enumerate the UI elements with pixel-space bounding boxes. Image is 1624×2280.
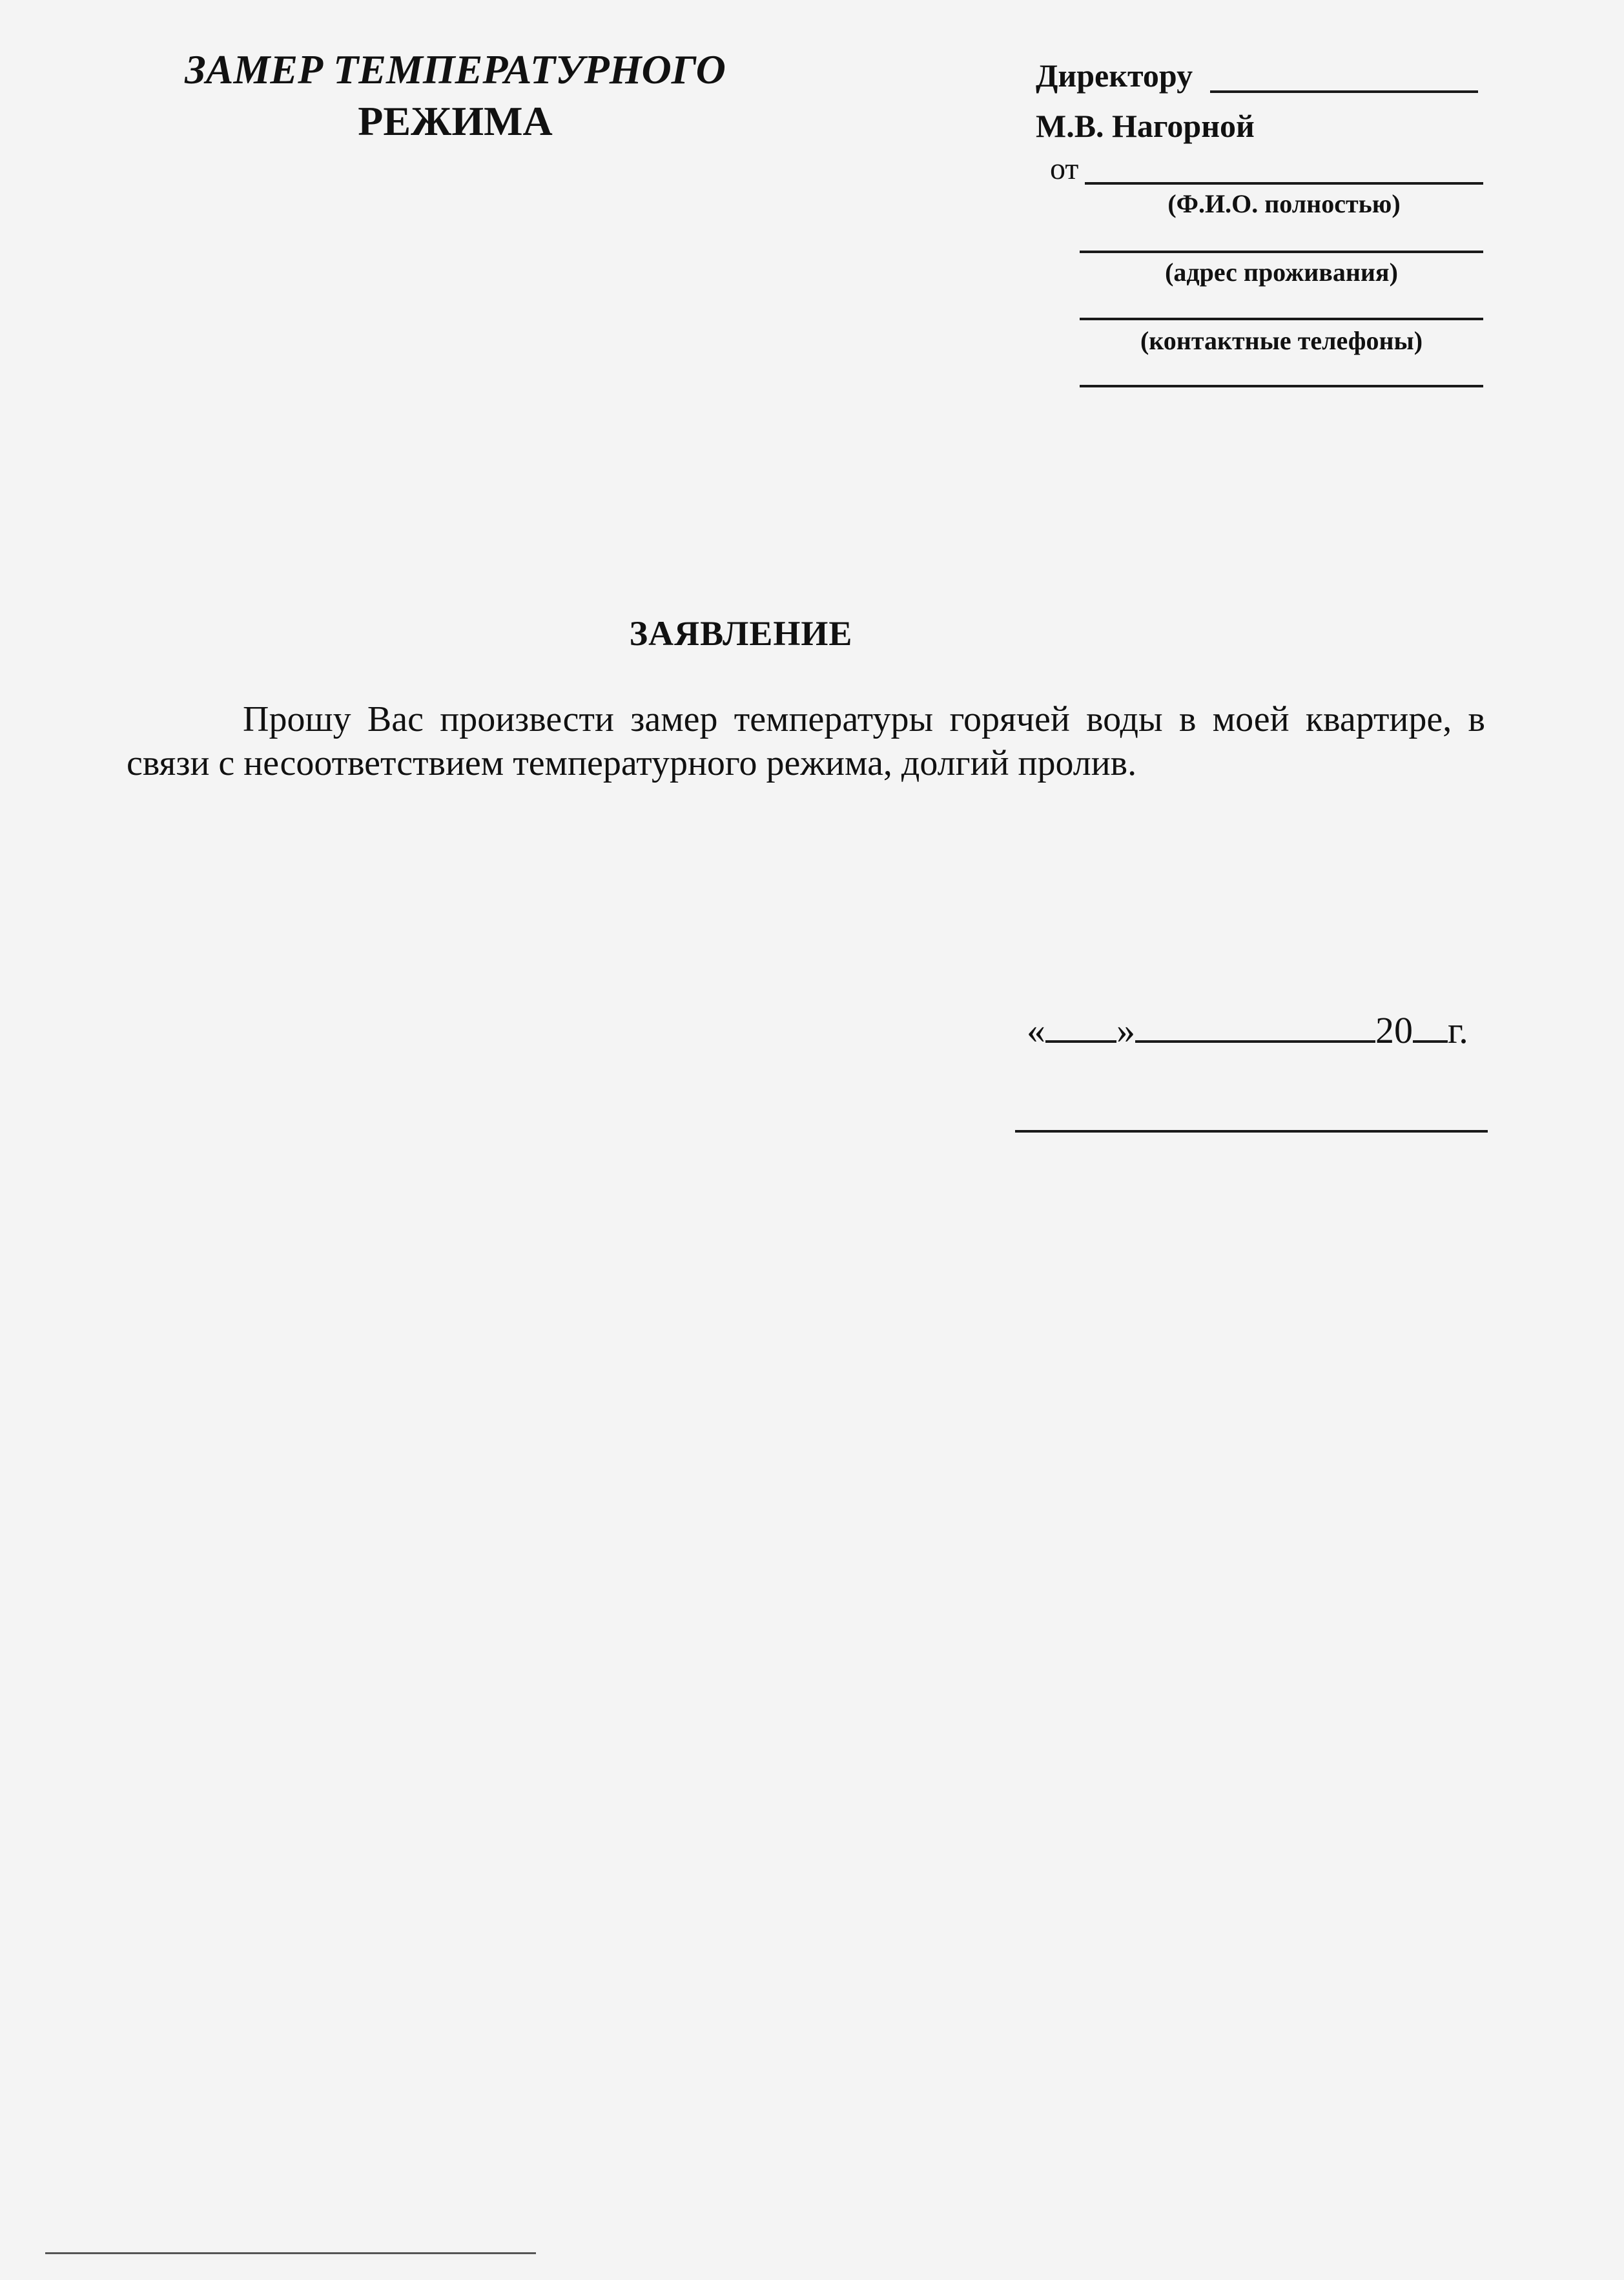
- document-title: ЗАЯВЛЕНИЕ: [629, 614, 853, 653]
- date-line: [1027, 1009, 1468, 1052]
- year-suffix: г.: [1448, 1009, 1468, 1051]
- phones-caption: (контактные телефоны): [1140, 326, 1423, 355]
- document-heading: [103, 44, 807, 147]
- address-field-line[interactable]: [1080, 251, 1483, 253]
- document-body: [127, 697, 1485, 785]
- from-label: от: [1050, 152, 1079, 186]
- day-field[interactable]: [1045, 1011, 1116, 1043]
- year-prefix: 20: [1375, 1009, 1413, 1051]
- month-field[interactable]: [1135, 1011, 1375, 1043]
- year-field[interactable]: [1413, 1011, 1448, 1043]
- date-open-quote: «: [1027, 1009, 1045, 1051]
- phones-field-line[interactable]: [1080, 385, 1483, 387]
- fio-field-line[interactable]: [1085, 182, 1483, 185]
- director-underline: [1210, 90, 1478, 93]
- director-label: Директору: [1036, 57, 1193, 94]
- director-name: М.В. Нагорной: [1036, 108, 1255, 144]
- address-caption: (адрес проживания): [1165, 258, 1398, 287]
- fio-caption: (Ф.И.О. полностью): [1167, 189, 1401, 218]
- signature-line[interactable]: [1015, 1130, 1488, 1133]
- body-text: Прошу Вас произвести замер температуры горячей воды в моей квартире, в связи с несоответствием температурного режима, долгий пролив.: [127, 699, 1485, 783]
- address-field-line-2[interactable]: [1080, 318, 1483, 320]
- heading-line-2: РЕЖИМА: [358, 98, 553, 144]
- date-close-quote: »: [1116, 1009, 1135, 1051]
- bottom-edge-line: [45, 2252, 536, 2254]
- heading-line-1: ЗАМЕР ТЕМПЕРАТУРНОГО: [185, 46, 726, 92]
